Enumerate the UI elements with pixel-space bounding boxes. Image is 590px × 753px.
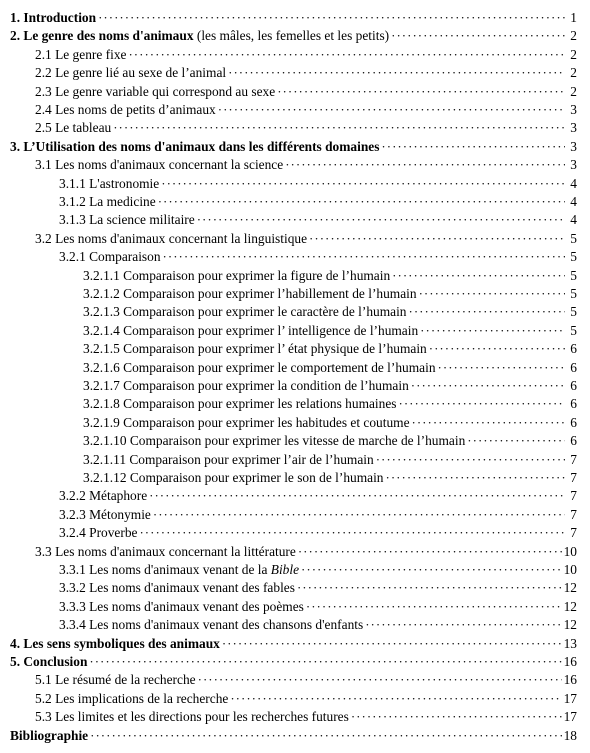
toc-dot-leader <box>386 470 566 486</box>
toc-entry-title-text: 2.3 Le genre variable qui correspond au sexe <box>35 83 276 99</box>
toc-entry[interactable] <box>83 321 577 339</box>
toc-entry-title-text: 2.4 Les noms de petits d’animaux <box>35 102 216 117</box>
toc-dot-leader <box>298 544 562 560</box>
toc-entry-title <box>35 691 228 707</box>
toc-entry-title <box>35 47 126 63</box>
toc-entry-title-text: 3.3 Les noms d'animaux concernant la littérature <box>35 543 296 559</box>
toc-entry[interactable] <box>35 229 577 247</box>
toc-entry-title <box>59 176 159 192</box>
toc-page-number: 2 <box>570 46 577 62</box>
toc-page-number: 5 <box>570 286 577 301</box>
toc-page-number: 10 <box>563 543 577 559</box>
toc-page-number: 6 <box>570 359 577 375</box>
toc-entry[interactable] <box>83 413 577 431</box>
toc-dot-leader <box>90 728 561 744</box>
toc-entry-title-text: 3.2.3 Métonymie <box>59 506 151 522</box>
toc-entry-title <box>83 304 407 320</box>
toc-entry-title <box>83 341 427 357</box>
toc-entry-title-suffix: (les mâles, les femelles et les petits) <box>193 28 390 44</box>
toc-entry-title-text: 3.2.1.9 Comparaison pour exprimer les habitudes et coutume <box>83 414 410 430</box>
toc-entry[interactable] <box>59 174 577 192</box>
toc-entry[interactable] <box>35 689 577 707</box>
toc-entry-title <box>59 599 304 615</box>
toc-page-number: 7 <box>570 506 577 522</box>
toc-entry-title-text: 5.1 Le résumé de la recherche <box>35 672 196 688</box>
toc-dot-leader <box>301 562 562 578</box>
toc-entry-title <box>59 562 299 578</box>
toc-page-number: 17 <box>563 709 577 725</box>
toc-page-number: 4 <box>570 194 577 209</box>
toc-dot-leader <box>391 28 565 44</box>
toc-entry[interactable] <box>35 45 577 63</box>
toc-page-number: 12 <box>563 617 577 633</box>
toc-entry-title <box>10 139 379 155</box>
toc-page-number: 2 <box>570 28 577 44</box>
toc-entry[interactable] <box>83 450 577 468</box>
toc-dot-leader <box>297 580 562 596</box>
toc-page-number: 5 <box>570 304 577 320</box>
toc-entry-title-text: 3.3.2 Les noms d'animaux venant des fables <box>59 580 295 596</box>
toc-entry[interactable] <box>59 578 577 596</box>
toc-entry-title-text: 4. Les sens symboliques des animaux <box>10 635 220 651</box>
toc-dot-leader <box>306 599 562 615</box>
toc-entry-title <box>59 212 195 228</box>
toc-dot-leader <box>161 176 565 192</box>
toc-dot-leader <box>309 231 565 247</box>
toc-entry-title <box>59 617 363 633</box>
toc-entry[interactable] <box>35 155 577 173</box>
toc-entry-title-text: 3.2.1.4 Comparaison pour exprimer l’ intelligence de l’humain <box>83 322 419 338</box>
toc-entry[interactable] <box>59 597 577 615</box>
toc-dot-leader <box>381 139 565 155</box>
toc-entry[interactable] <box>59 523 577 541</box>
toc-entry-title <box>59 488 147 504</box>
toc-dot-leader <box>218 102 565 118</box>
toc-entry[interactable] <box>35 82 577 100</box>
toc-entry-title-text: 2.2 Le genre lié au sexe de l’animal <box>35 65 227 81</box>
toc-dot-leader <box>139 525 565 541</box>
toc-entry[interactable] <box>59 560 577 578</box>
toc-dot-leader <box>89 654 561 670</box>
toc-entry-title <box>59 507 151 523</box>
toc-page-number: 12 <box>563 598 577 614</box>
toc-entry-title-text: 3.3.1 Les noms d'animaux venant de la <box>59 562 271 577</box>
toc-entry-title-text: 3.2.4 Proverbe <box>59 525 138 541</box>
toc-entry[interactable] <box>35 542 577 560</box>
toc-page-number: 6 <box>570 433 577 449</box>
toc-entry[interactable] <box>83 284 577 302</box>
toc-entry-title-text: 3. L’Utilisation des noms d'animaux dans les différents domaines <box>10 138 380 154</box>
toc-entry[interactable] <box>83 266 577 284</box>
toc-entry[interactable] <box>10 652 577 670</box>
toc-entry-title <box>35 157 283 173</box>
toc-entry[interactable] <box>35 707 577 725</box>
toc-entry-title <box>35 120 111 136</box>
toc-dot-leader <box>228 65 565 81</box>
toc-entry-title <box>10 654 87 670</box>
toc-entry[interactable] <box>59 247 577 265</box>
toc-entry[interactable] <box>35 63 577 81</box>
toc-dot-leader <box>376 452 565 468</box>
toc-entry-title <box>59 580 295 596</box>
toc-dot-leader <box>392 268 565 284</box>
toc-dot-leader <box>197 212 565 228</box>
toc-dot-leader <box>98 10 565 26</box>
toc-dot-leader <box>153 507 565 523</box>
toc-entry-title <box>83 433 465 449</box>
toc-entry-title-text: 3.2.1.7 Comparaison pour exprimer la condition de l’humain <box>83 378 409 393</box>
toc-entry-title <box>83 360 436 376</box>
toc-entry[interactable] <box>35 670 577 688</box>
toc-entry-title-text: 3.2.1.12 Comparaison pour exprimer le son de l’humain <box>83 470 384 485</box>
toc-entry[interactable] <box>10 26 577 44</box>
toc-entry-title <box>35 84 275 100</box>
toc-page-number: 5 <box>570 322 577 338</box>
toc-dot-leader <box>149 488 565 504</box>
toc-entry-title-text: 3.2.1.8 Comparaison pour exprimer les relations humaines <box>83 396 397 412</box>
toc-entry[interactable] <box>83 339 577 357</box>
toc-page-number: 16 <box>563 654 577 669</box>
toc-page-number: 5 <box>570 230 577 246</box>
toc-page-number: 6 <box>570 341 577 357</box>
toc-entry-title <box>10 10 96 26</box>
toc-entry-title <box>10 636 220 652</box>
toc-entry-title-text: 2.5 Le tableau <box>35 120 112 136</box>
toc-dot-leader <box>230 691 561 707</box>
toc-dot-leader <box>198 672 562 688</box>
toc-dot-leader <box>429 341 565 357</box>
toc-page-number: 4 <box>570 212 577 228</box>
toc-page-number: 7 <box>570 488 577 504</box>
toc-entry-title <box>59 525 137 541</box>
toc-entry-title-text: 3.2.1.5 Comparaison pour exprimer l’ état physique de l’humain <box>83 341 427 357</box>
toc-entry-title-italic: Bible <box>270 562 300 577</box>
toc-entry-title-text: 3.2.1 Comparaison <box>59 249 161 265</box>
toc-entry-title <box>83 470 384 486</box>
toc-entry[interactable] <box>35 100 577 118</box>
toc-entry-title-text: 3.2 Les noms d'animaux concernant la linguistique <box>35 230 308 246</box>
toc-dot-leader <box>409 304 566 320</box>
toc-page-number: 16 <box>563 672 577 688</box>
toc-entry[interactable] <box>83 376 577 394</box>
toc-dot-leader <box>277 84 565 100</box>
toc-entry[interactable] <box>10 137 577 155</box>
toc-entry-title <box>83 268 390 284</box>
toc-entry[interactable] <box>35 118 577 136</box>
toc-dot-leader <box>285 157 565 173</box>
toc-entry[interactable] <box>10 726 577 744</box>
toc-page-number: 18 <box>563 727 577 743</box>
toc-entry-title-text: 3.2.1.3 Comparaison pour exprimer le caractère de l’humain <box>83 304 407 320</box>
toc-page-number: 3 <box>570 102 577 117</box>
toc-entry-title-text: 3.2.1.11 Comparaison pour exprimer l’air de l’humain <box>83 451 374 467</box>
toc-page-number: 12 <box>563 580 577 596</box>
toc-entry-title <box>35 709 349 725</box>
toc-entry-title-text: 3.3.4 Les noms d'animaux venant des chansons d'enfants <box>59 617 364 633</box>
toc-dot-leader <box>412 415 565 431</box>
toc-entry-title-text: 5.2 Les implications de la recherche <box>35 690 229 706</box>
toc-entry[interactable] <box>83 358 577 376</box>
toc-entry-title <box>10 28 389 44</box>
toc-entry-title <box>83 396 397 412</box>
toc-dot-leader <box>158 194 565 210</box>
toc-entry[interactable] <box>10 634 577 652</box>
toc-entry-title-text: 3.2.1.1 Comparaison pour exprimer la figure de l’humain <box>83 267 391 283</box>
toc-entry-title-text: 2. Le genre des noms d'animaux <box>10 28 194 44</box>
toc-entry-title-text: 1. Introduction <box>10 10 97 25</box>
toc-dot-leader <box>438 360 565 376</box>
toc-dot-leader <box>467 433 565 449</box>
toc-page-number: 3 <box>570 120 577 136</box>
toc-entry-title <box>35 231 307 247</box>
toc-dot-leader <box>365 617 561 633</box>
toc-dot-leader <box>128 47 565 63</box>
toc-dot-leader <box>411 378 565 394</box>
toc-entry-title-text: 3.2.1.6 Comparaison pour exprimer le comportement de l’humain <box>83 359 436 375</box>
toc-entry-title-text: Bibliographie <box>10 727 89 743</box>
toc-entry-title <box>83 286 417 302</box>
toc-entry-title-text: 2.1 Le genre fixe <box>35 46 127 62</box>
toc-entry[interactable] <box>83 302 577 320</box>
toc-dot-leader <box>163 249 565 265</box>
toc-entry-title <box>83 323 418 339</box>
toc-entry[interactable] <box>83 431 577 449</box>
toc-dot-leader <box>351 709 562 725</box>
toc-entry-title-text: 3.1.1 L'astronomie <box>59 175 160 191</box>
toc-entry[interactable] <box>59 192 577 210</box>
toc-page-number: 7 <box>570 451 577 467</box>
toc-page-number: 3 <box>570 157 577 173</box>
toc-page-number: 2 <box>570 83 577 99</box>
toc-entry-title <box>35 102 216 118</box>
toc-page-number: 17 <box>563 690 577 706</box>
toc-entry-title <box>35 544 296 560</box>
toc-entry[interactable] <box>59 210 577 228</box>
toc-entry[interactable] <box>59 486 577 504</box>
toc-entry-title-text: 3.2.1.10 Comparaison pour exprimer les vitesse de marche de l’humain <box>83 433 466 449</box>
toc-entry-title-text: 3.1.2 La medicine <box>59 194 156 209</box>
toc-page-number: 2 <box>570 65 577 81</box>
toc-entry-title <box>83 452 374 468</box>
toc-dot-leader <box>420 323 565 339</box>
toc-page-number: 10 <box>563 562 577 577</box>
toc-page-number: 7 <box>570 470 577 485</box>
toc-page-number: 6 <box>570 396 577 412</box>
toc-dot-leader <box>113 120 565 136</box>
toc-entry-title <box>35 65 226 81</box>
toc-page-number: 1 <box>570 10 577 25</box>
toc-page-number: 3 <box>570 138 577 154</box>
toc-page-number: 6 <box>570 414 577 430</box>
toc-entry[interactable] <box>10 8 577 26</box>
toc-dot-leader <box>222 636 562 652</box>
toc-page-number: 6 <box>570 378 577 393</box>
toc-entry-title-text: 3.2.2 Métaphore <box>59 488 148 504</box>
toc-entry-title-text: 5.3 Les limites et les directions pour les recherches futures <box>35 709 349 725</box>
toc-entry-title-text: 5. Conclusion <box>10 654 88 669</box>
toc-entry-title-text: 3.1 Les noms d'animaux concernant la science <box>35 157 284 173</box>
toc-entry[interactable] <box>59 615 577 633</box>
toc-page-number: 5 <box>570 267 577 283</box>
toc-entry-title <box>10 728 88 744</box>
toc-entry[interactable] <box>83 394 577 412</box>
toc-entry-title-text: 3.1.3 La science militaire <box>59 212 195 228</box>
toc-dot-leader <box>399 396 566 412</box>
toc-page-number: 4 <box>570 175 577 191</box>
toc-page-number: 7 <box>570 525 577 541</box>
toc-page-number: 13 <box>563 635 577 651</box>
toc-entry[interactable] <box>83 468 577 486</box>
toc-dot-leader <box>419 286 565 302</box>
toc-entry-title <box>59 194 156 210</box>
toc-entry-title <box>59 249 161 265</box>
toc-entry[interactable] <box>59 505 577 523</box>
toc-entry-title <box>83 415 410 431</box>
toc-entry-title-text: 3.2.1.2 Comparaison pour exprimer l’habillement de l’humain <box>83 286 417 301</box>
toc-entry-title <box>83 378 409 394</box>
toc-page-number: 5 <box>570 249 577 265</box>
toc-entry-title <box>35 672 196 688</box>
toc-entry-title-text: 3.3.3 Les noms d'animaux venant des poèmes <box>59 598 304 614</box>
